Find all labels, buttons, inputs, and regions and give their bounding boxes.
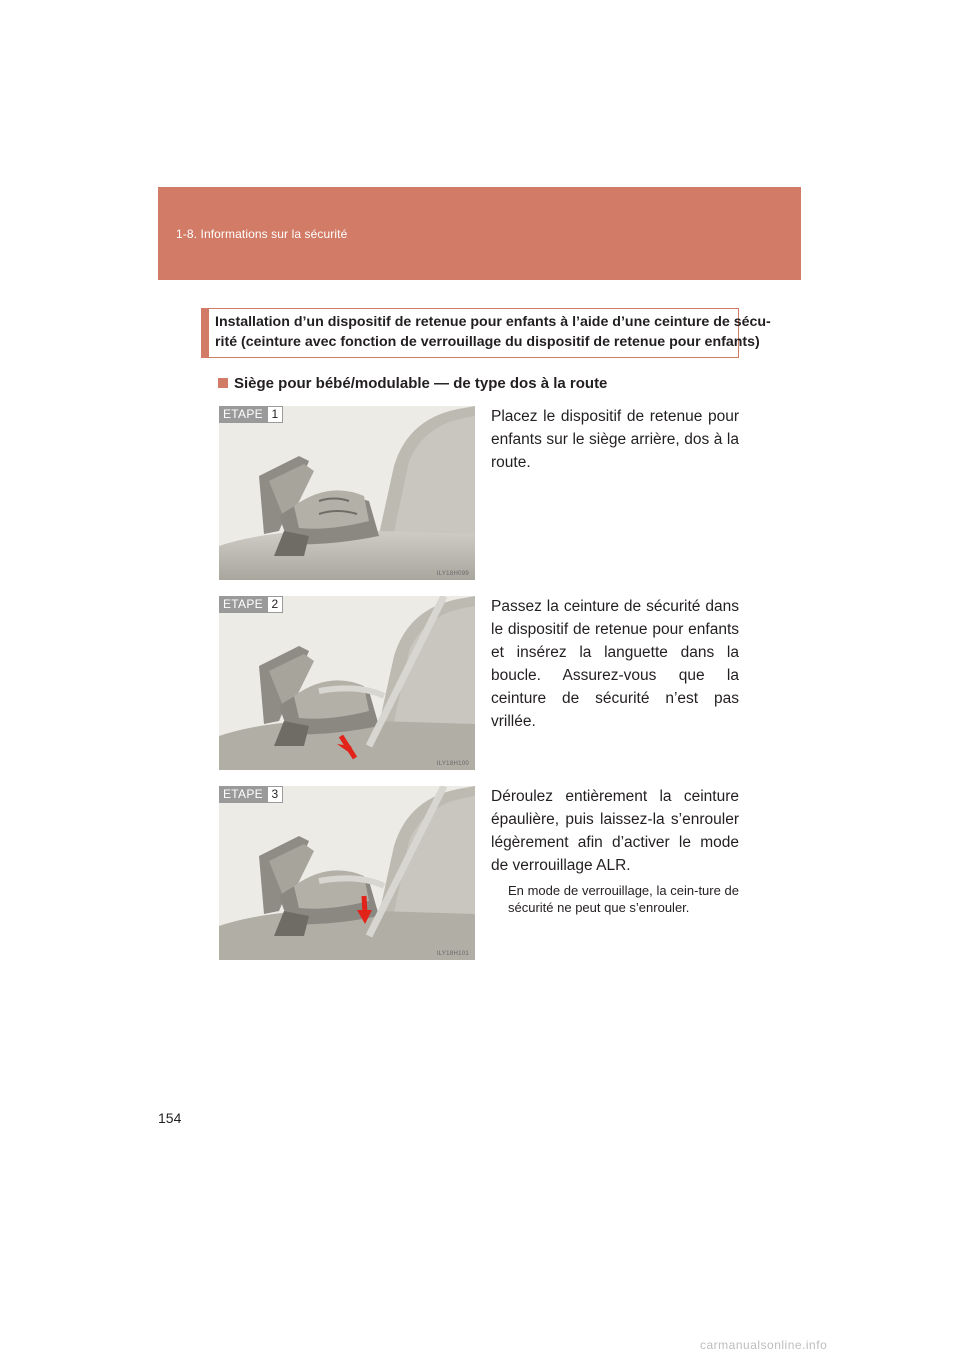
section-label: 1-8. Informations sur la sécurité [176, 227, 348, 241]
step-3-figure-code: ILY18H101 [436, 951, 469, 957]
step-1-figure-code: ILY18H099 [436, 571, 469, 577]
step-2-figure [219, 596, 475, 770]
step-3-number: 3 [267, 786, 283, 803]
section-title-line-1: Installation d’un dispositif de retenue pour enfants à l’aide d’une ceinture de sécu- [215, 314, 771, 330]
section-title [215, 312, 771, 352]
subheading [218, 375, 607, 392]
subheading-text: Siège pour bébé/modulable — de type dos à la route [234, 375, 608, 392]
step-2-label-word: ETAPE [219, 596, 267, 613]
section-title-line-2: rité (ceinture avec fonction de verrouillage du dispositif de retenue pour enfants) [215, 334, 760, 350]
step-3-text: Déroulez entièrement la ceinture épaulière, puis laissez-la s’enrouler légèrement afin d’activer le mode de verrouillage ALR. [491, 788, 739, 874]
seat-belt-through-child-seat-illustration [219, 596, 475, 770]
step-1-figure [219, 406, 475, 580]
rear-seat-with-child-seat-illustration [219, 406, 475, 580]
header-band [158, 187, 801, 280]
section-title-accent-bar [202, 309, 209, 357]
watermark: carmanualsonline.info [700, 1338, 828, 1352]
step-3-label-word: ETAPE [219, 786, 267, 803]
step-1-number: 1 [267, 406, 283, 423]
step-1-label-word: ETAPE [219, 406, 267, 423]
step-3-label [219, 786, 283, 803]
page-number: 154 [158, 1110, 182, 1126]
step-2-label [219, 596, 283, 613]
step-3-note: En mode de verrouillage, la cein-ture de sécurité ne peut que s’enrouler. [508, 883, 739, 915]
step-3-figure [219, 786, 475, 960]
square-bullet-icon [218, 378, 228, 388]
step-1-text: Placez le dispositif de retenue pour enfants sur le siège arrière, dos à la route. [491, 408, 739, 471]
alr-locking-mode-illustration [219, 786, 475, 960]
section-title-box [201, 308, 771, 358]
step-1-label [219, 406, 283, 423]
step-2-text: Passez la ceinture de sécurité dans le dispositif de retenue pour enfants et insérez la languette dans la boucle. Assurez-vous que la ceinture de sécurité n’est pas vrillée. [491, 598, 739, 730]
step-2-number: 2 [267, 596, 283, 613]
step-2-figure-code: ILY18H100 [436, 761, 469, 767]
